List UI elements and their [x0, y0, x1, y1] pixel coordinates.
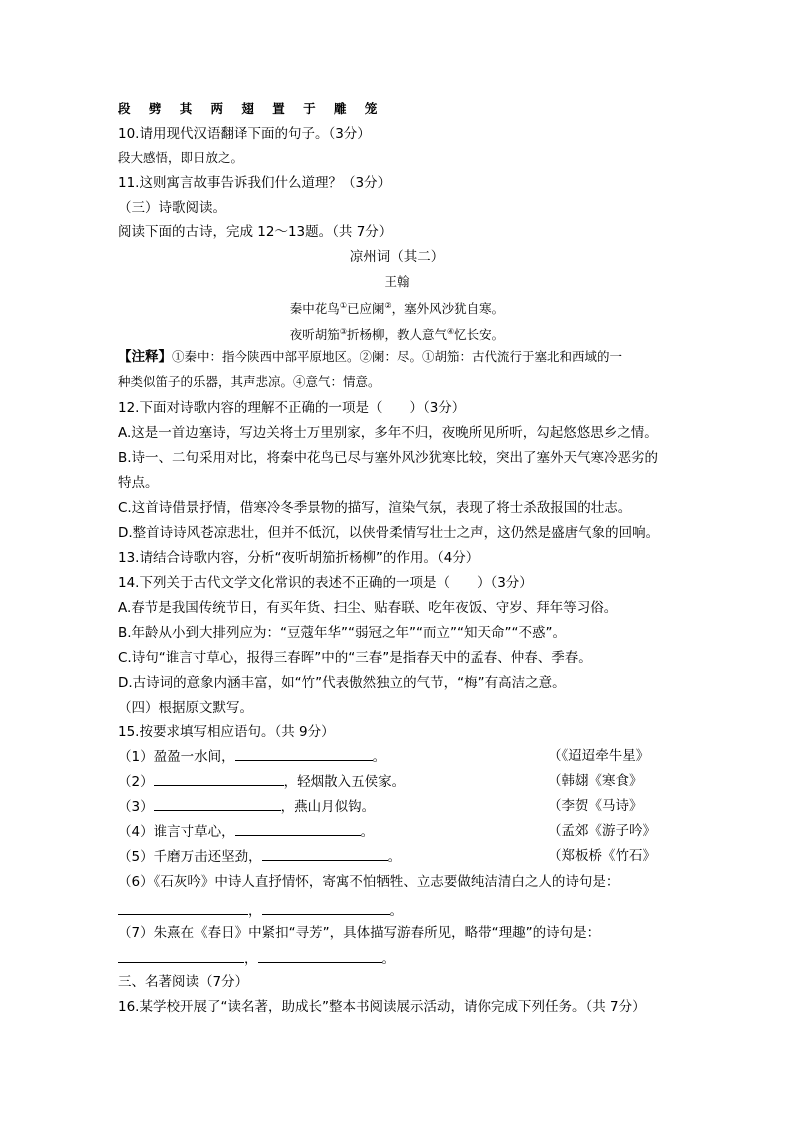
q14-option-b: B.年龄从小到大排列应为：“豆蔻年华”“弱冠之年”“而立”“知天命”“不惑”。: [118, 625, 566, 641]
section-4-title: （四）根据原文默写。: [118, 700, 253, 716]
passage-tail: 段 劈 其 两 翅 置 于 雕 笼: [118, 101, 385, 116]
q15-item-6: （6）《石灰吟》中诗人直抒情怀，寄寓不怕牺牲、立志要做纯洁清白之人的诗句是：: [118, 874, 620, 890]
answer-blank-1[interactable]: [235, 746, 373, 761]
q15-item-1-source: （《迢迢牵牛星》: [548, 748, 650, 764]
q15-item-7: （7）朱熹在《春日》中紧扣“寻芳”，具体描写游春所见，略带“理趣”的诗句是：: [118, 925, 601, 941]
q15-item-1: （1）盈盈一水间， 。 （《迢迢牵牛星》: [118, 748, 650, 765]
q14-question: 14.下列关于古代文学文化常识的表述不正确的一项是（ ）（3分）: [118, 575, 533, 591]
q15-item-3: （3） ，燕山月似钩。 （李贺《马诗》: [118, 798, 643, 815]
answer-blank-7a[interactable]: [118, 948, 244, 963]
q15-question: 15.按要求填写相应语句。（共 9分）: [118, 724, 335, 740]
q15-item-4: （4）谁言寸草心， 。 （孟郊《游子吟》: [118, 823, 656, 840]
q14-option-a: A.春节是我国传统节日，有买年货、扫尘、贴春联、吃年夜饭、守岁、拜年等习俗。: [118, 600, 618, 616]
q12-option-c: C.这首诗借景抒情，借寒冷冬季景物的描写，渲染气氛，表现了将士杀敌报国的壮志。: [118, 500, 632, 516]
q15-item-7-blanks: ， 。: [118, 948, 395, 969]
q12-option-b: B.诗一、二句采用对比，将秦中花鸟已尽与塞外风沙犹寒比较，突出了塞外天气寒冷恶劣的: [118, 450, 659, 466]
notes-line-1: 【注释】①秦中：指今陕西中部平原地区。②阑：尽。①胡笳：古代流行于塞北和西域的一: [118, 349, 623, 365]
answer-blank-7b[interactable]: [258, 948, 382, 963]
q15-item-2: （2） ，轻烟散入五侯家。 （韩翃《寒食》: [118, 773, 643, 790]
q11-question: 11.这则寓言故事告诉我们什么道理？（3分）: [118, 175, 392, 191]
answer-blank-5[interactable]: [262, 846, 388, 861]
answer-blank-6b[interactable]: [262, 900, 390, 915]
q15-item-5-source: （郑板桥《竹石》: [548, 848, 656, 864]
q14-option-d: D.古诗词的意象内涵丰富，如“竹”代表傲然独立的气节，“梅”有高洁之意。: [118, 675, 566, 691]
poem-line-2: 夜听胡笳③折杨柳，教人意气④忆长安。: [289, 327, 505, 343]
q15-item-2-source: （韩翃《寒食》: [548, 773, 643, 789]
q15-item-5: （5）千磨万击还坚劲， 。 （郑板桥《竹石》: [118, 848, 656, 865]
q13-question: 13.请结合诗歌内容，分析“夜听胡笳折杨柳”的作用。（4分）: [118, 550, 480, 566]
section-3-title: （三）诗歌阅读。: [118, 200, 226, 216]
q12-option-a: A.这是一首边塞诗，写边关将士万里别家，多年不归，夜晚所见所听，勾起悠悠思乡之情。: [118, 425, 658, 441]
poem-author: 王翰: [384, 274, 410, 289]
q15-item-3-source: （李贺《马诗》: [548, 798, 643, 814]
answer-blank-2[interactable]: [154, 771, 284, 786]
poem-title: 凉州词（其二）: [349, 249, 445, 265]
q16-question: 16.某学校开展了“读名著，助成长”整本书阅读展示活动，请你完成下列任务。（共 7分）: [118, 999, 646, 1015]
q12-option-b-cont: 特点。: [118, 475, 159, 491]
q10-sentence: 段大感悟，即日放之。: [118, 150, 244, 165]
q15-item-4-source: （孟郊《游子吟》: [548, 823, 656, 839]
answer-blank-6a[interactable]: [118, 900, 248, 915]
q12-option-d: D.整首诗诗风苍凉悲壮，但并不低沉，以侠骨柔情写壮士之声，这仍然是盛唐气象的回响。: [118, 525, 660, 541]
part-3-title: 三、名著阅读（7分）: [118, 974, 249, 990]
poem-line-1: 秦中花鸟①已应阑②，塞外风沙犹自寒。: [289, 301, 505, 317]
q14-option-c: C.诗句“谁言寸草心，报得三春晖”中的“三春”是指春天中的孟春、仲春、季春。: [118, 650, 592, 666]
q15-item-6-blanks: ， 。: [118, 900, 403, 921]
q10-question: 10.请用现代汉语翻译下面的句子。（3分）: [118, 126, 371, 142]
poem-intro: 阅读下面的古诗，完成 12～13题。（共 7分）: [118, 224, 393, 240]
answer-blank-3[interactable]: [154, 796, 281, 811]
answer-blank-4[interactable]: [235, 821, 361, 836]
notes-line-2: 种类似笛子的乐器，其声悲凉。④意气：情意。: [118, 374, 381, 389]
q12-question: 12.下面对诗歌内容的理解不正确的一项是（ ）（3分）: [118, 400, 466, 416]
